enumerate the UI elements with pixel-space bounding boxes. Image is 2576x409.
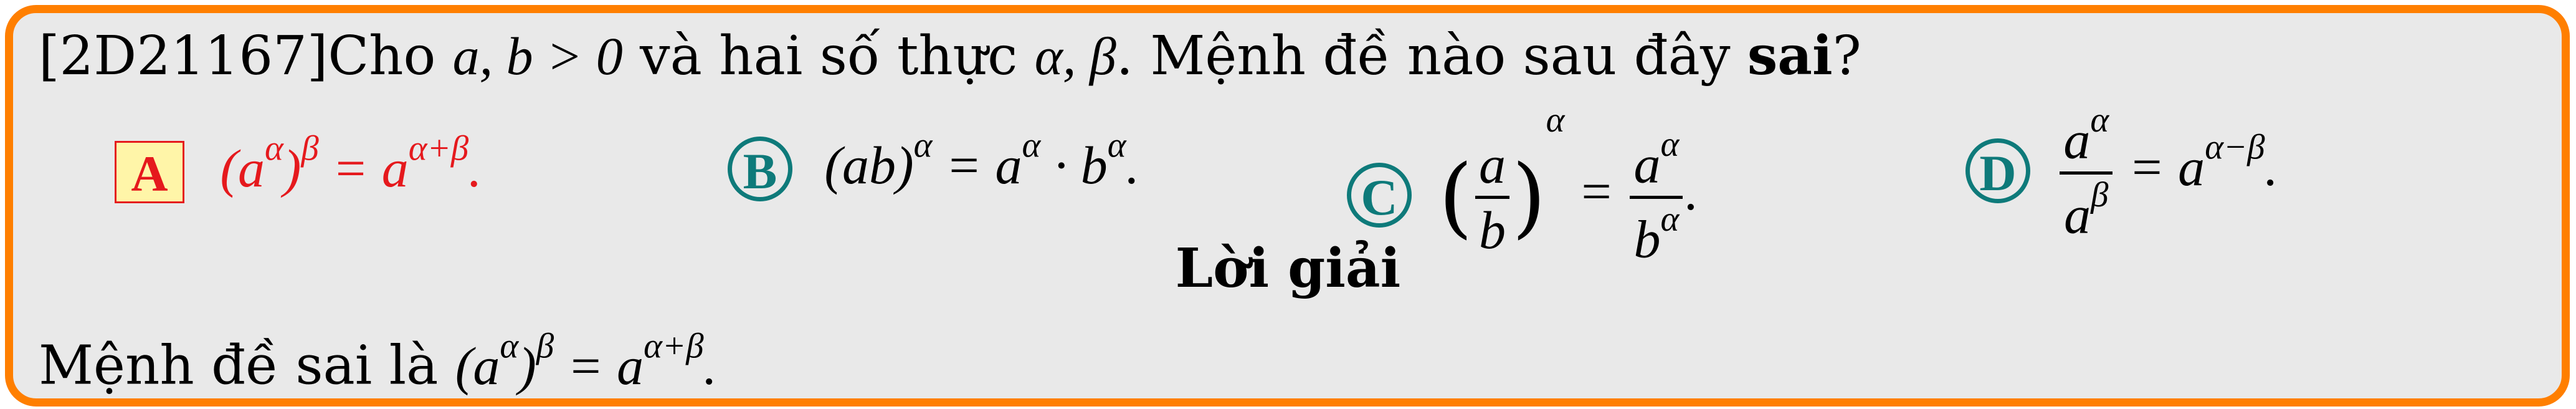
option-b-formula: $(ab)^\alpha = a^\alpha \cdot b^\alpha$. [824, 125, 1140, 195]
option-a[interactable] [115, 128, 482, 203]
option-a-label: A [115, 141, 184, 203]
option-d[interactable] [1965, 100, 2278, 246]
solution-text: Mệnh đề sai là $(a^\alpha)^\beta = a^{\alpha+\beta}$. [39, 326, 717, 397]
option-b-label: B [728, 137, 792, 201]
option-b[interactable] [728, 125, 1139, 201]
option-c-formula: ( $\frac{a}{b}$ )$^\alpha$ = $\frac{a^\alpha}{b^\alpha}$ . [1438, 100, 1699, 269]
option-d-label: D [1965, 138, 2030, 203]
question-code: [2D21167] [39, 25, 328, 87]
question-text: [2D21167]Cho a, b > 0 và hai số thực α, β. Mệnh đề nào sau đây sai? [39, 24, 1861, 87]
solution-formula: $(a^\alpha)^\beta = a^{\alpha+\beta}$. [455, 326, 717, 396]
option-d-formula: $\frac{a^\alpha}{a^\beta}$ = $a^{\alpha-\beta}$. [2057, 137, 2278, 197]
option-a-formula: $(a^\alpha)^\beta = a^{\alpha+\beta}$. [220, 128, 482, 198]
solution-heading: Lời giải [1175, 237, 1401, 300]
option-c-label: C [1347, 163, 1412, 228]
